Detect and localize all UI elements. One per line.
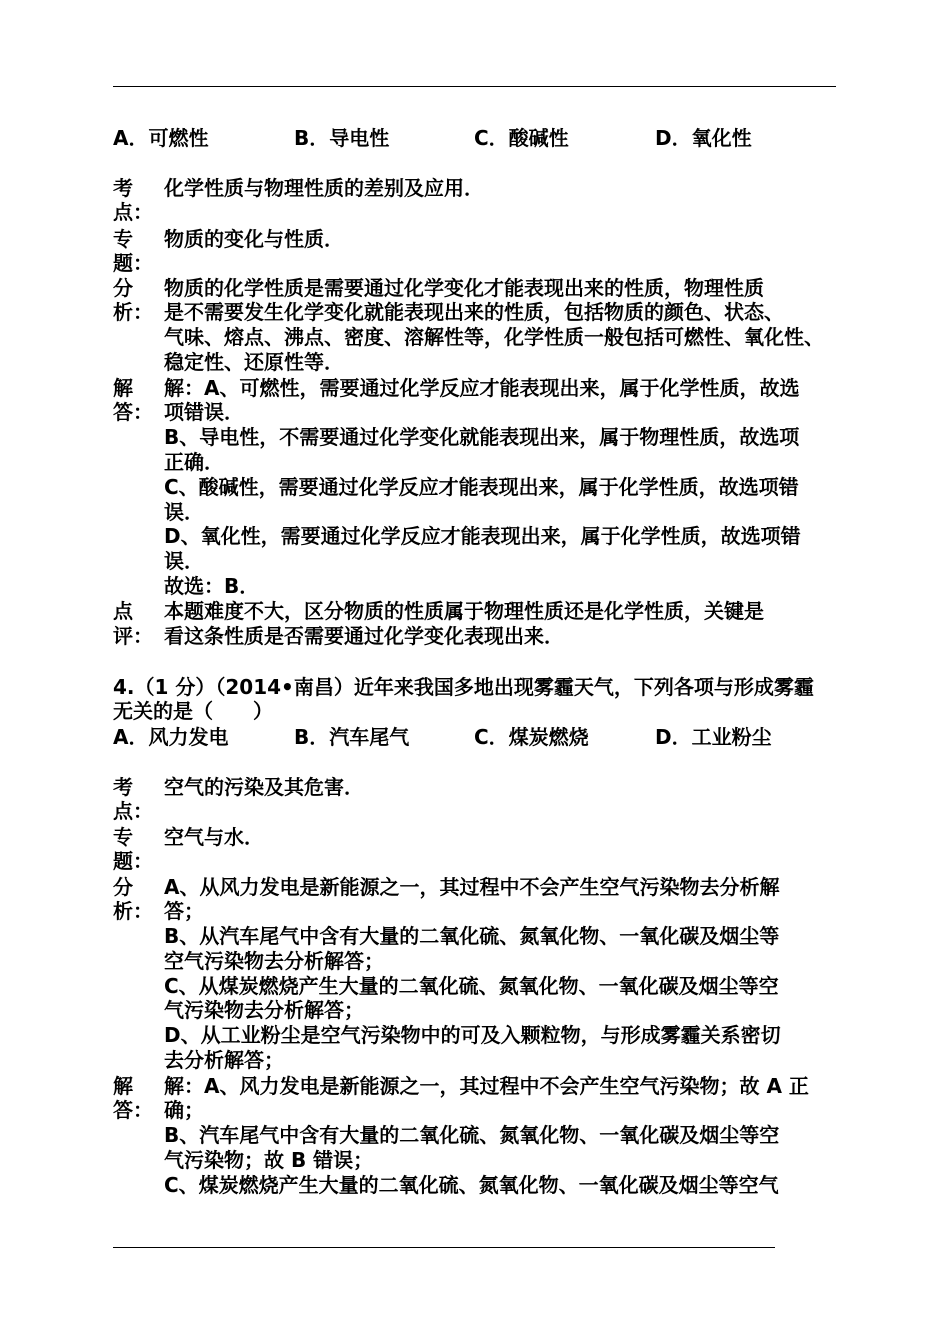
- q4-option-d: D．工业粉尘: [655, 725, 772, 749]
- q4-jieda-line: 确；: [164, 1098, 204, 1122]
- q3-jieda-line: D、氧化性，需要通过化学反应才能表现出来，属于化学性质，故选项错: [164, 524, 801, 548]
- q3-fenxi-line: 物质的化学性质是需要通过化学变化才能表现出来的性质，物理性质: [164, 276, 764, 300]
- q3-zhuanti-label-1: 专: [113, 227, 133, 251]
- q4-jieda-line: 气污染物；故 B 错误；: [164, 1148, 374, 1172]
- q3-kaodian-text: 化学性质与物理性质的差别及应用．: [164, 176, 484, 200]
- q3-jieda-line: 正确．: [164, 450, 224, 474]
- q3-dianping-line: 本题难度不大，区分物质的性质属于物理性质还是化学性质，关键是: [164, 599, 764, 623]
- q3-fenxi-line: 稳定性、还原性等．: [164, 350, 344, 374]
- bottom-rule: [113, 1247, 775, 1248]
- q3-option-d: D．氧化性: [655, 126, 752, 150]
- q3-fenxi-line: 是不需要发生化学变化就能表现出来的性质，包括物质的颜色、状态、: [164, 300, 784, 324]
- q3-kaodian-label-2: 点：: [113, 200, 153, 224]
- q3-jieda-label-2: 答：: [113, 400, 153, 424]
- q4-fenxi-line: 去分析解答；: [164, 1048, 284, 1072]
- q4-fenxi-line: 空气污染物去分析解答；: [164, 949, 384, 973]
- q4-fenxi-line: B、从汽车尾气中含有大量的二氧化硫、氮氧化物、一氧化碳及烟尘等: [164, 924, 780, 948]
- q3-option-a: A．可燃性: [113, 126, 209, 150]
- q4-jieda-line: B、汽车尾气中含有大量的二氧化硫、氮氧化物、一氧化碳及烟尘等空: [164, 1123, 780, 1147]
- q4-kaodian-text: 空气的污染及其危害．: [164, 775, 364, 799]
- top-rule: [113, 86, 836, 87]
- q3-jieda-line: 误．: [164, 549, 204, 573]
- q3-jieda-line: 故选：B．: [164, 574, 260, 598]
- q3-jieda-line: B、导电性，不需要通过化学变化就能表现出来，属于物理性质，故选项: [164, 425, 800, 449]
- q4-fenxi-line: A、从风力发电是新能源之一，其过程中不会产生空气污染物去分析解: [164, 875, 780, 899]
- q4-jieda-label-1: 解: [113, 1074, 133, 1098]
- q4-jieda-label-2: 答：: [113, 1098, 153, 1122]
- q4-fenxi-line: C、从煤炭燃烧产生大量的二氧化硫、氮氧化物、一氧化碳及烟尘等空: [164, 974, 779, 998]
- q4-option-b: B．汽车尾气: [294, 725, 410, 749]
- q3-jieda-line: 误．: [164, 500, 204, 524]
- q4-option-c: C．煤炭燃烧: [474, 725, 589, 749]
- q4-stem-line-1: 4.（1 分）（2014•南昌）近年来我国多地出现雾霾天气，下列各项与形成雾霾: [113, 675, 814, 699]
- q3-fenxi-label-2: 析：: [113, 300, 153, 324]
- q4-stem-line-2: 无关的是（ ）: [113, 699, 273, 723]
- q4-zhuanti-text: 空气与水．: [164, 825, 264, 849]
- q3-zhuanti-label-2: 题：: [113, 251, 153, 275]
- q3-option-c: C．酸碱性: [474, 126, 569, 150]
- q4-kaodian-label-1: 考: [113, 775, 133, 799]
- q4-fenxi-line: 气污染物去分析解答；: [164, 998, 364, 1022]
- q3-option-b: B．导电性: [294, 126, 390, 150]
- q4-jieda-line: 解：A、风力发电是新能源之一，其过程中不会产生空气污染物；故 A 正: [164, 1074, 809, 1098]
- q4-kaodian-label-2: 点：: [113, 799, 153, 823]
- q3-dianping-line: 看这条性质是否需要通过化学变化表现出来．: [164, 624, 564, 648]
- q3-jieda-line: C、酸碱性，需要通过化学反应才能表现出来，属于化学性质，故选项错: [164, 475, 799, 499]
- q3-fenxi-line: 气味、熔点、沸点、密度、溶解性等，化学性质一般包括可燃性、氧化性、: [164, 325, 824, 349]
- q3-jieda-line: 项错误．: [164, 400, 244, 424]
- q4-fenxi-line: D、从工业粉尘是空气污染物中的可及入颗粒物，与形成雾霾关系密切: [164, 1023, 781, 1047]
- q4-jieda-line: C、煤炭燃烧产生大量的二氧化硫、氮氧化物、一氧化碳及烟尘等空气: [164, 1173, 779, 1197]
- q4-option-a: A．风力发电: [113, 725, 229, 749]
- q4-fenxi-line: 答；: [164, 899, 204, 923]
- q4-zhuanti-label-2: 题：: [113, 849, 153, 873]
- q3-zhuanti-text: 物质的变化与性质．: [164, 227, 344, 251]
- q3-fenxi-label-1: 分: [113, 276, 133, 300]
- q3-dianping-label-2: 评：: [113, 624, 153, 648]
- q4-zhuanti-label-1: 专: [113, 825, 133, 849]
- q4-fenxi-label-1: 分: [113, 875, 133, 899]
- q3-jieda-label-1: 解: [113, 376, 133, 400]
- q3-dianping-label-1: 点: [113, 599, 133, 623]
- q4-fenxi-label-2: 析：: [113, 899, 153, 923]
- q3-kaodian-label-1: 考: [113, 176, 133, 200]
- q3-jieda-line: 解：A、可燃性，需要通过化学反应才能表现出来，属于化学性质，故选: [164, 376, 800, 400]
